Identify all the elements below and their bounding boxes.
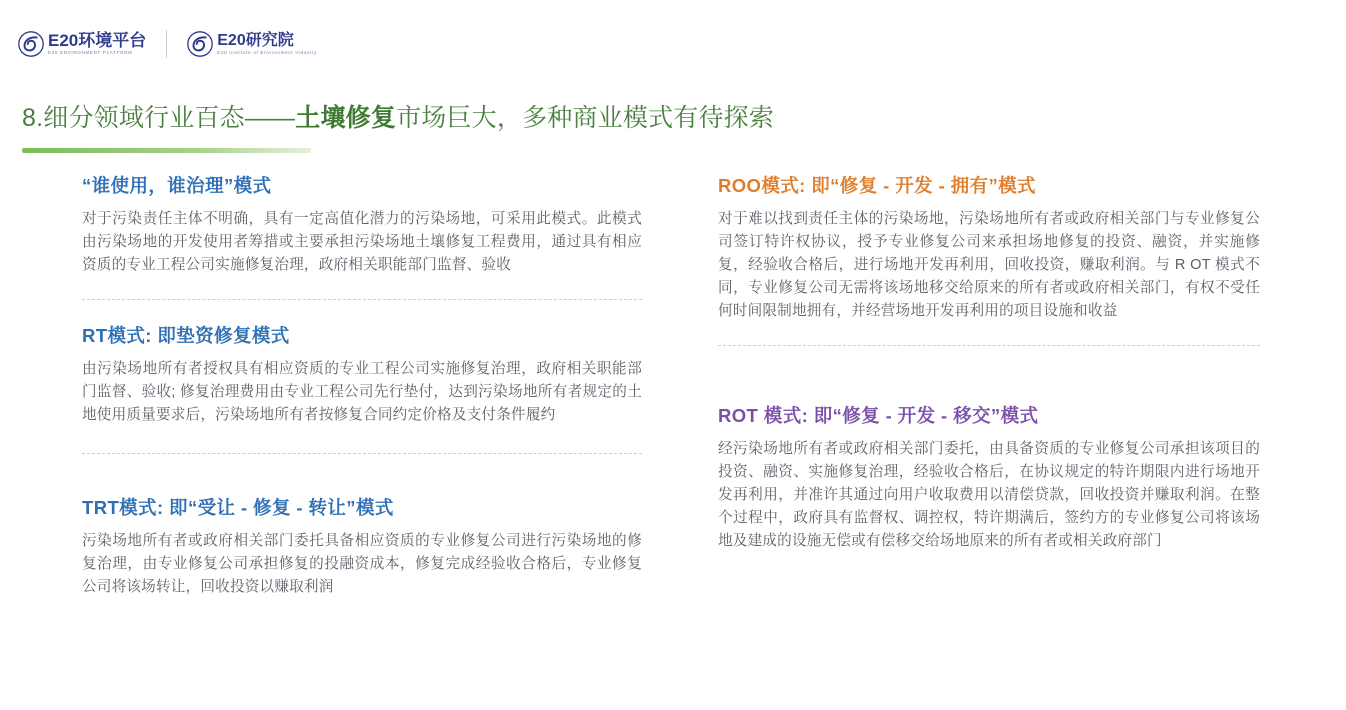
logo-e20-institute xyxy=(187,31,317,57)
logo-right-text: E20研究院 xyxy=(217,31,294,49)
logo-left-text: E20环境平台 xyxy=(48,31,147,51)
logo-e20-environment-platform xyxy=(18,31,146,57)
model-block-rot xyxy=(718,402,1260,553)
left-column xyxy=(0,172,680,692)
title-part-1: 细分领域行业百态—— xyxy=(43,104,296,132)
logo-divider xyxy=(166,30,167,58)
slide-title-block xyxy=(22,98,1322,153)
logo-right-subtext: E20 Institute of Environment Industry xyxy=(217,49,317,55)
block-heading: ROT 模式: 即“修复 - 开发 - 移交”模式 xyxy=(718,405,1039,427)
block-body: 经污染场地所有者或政府相关部门委托，由具备资质的专业修复公司承担该项目的投资、融资、实施修复治理，经验收合格后，在协议规定的特许期限内进行场地开发再利用，并准许其通过向用户收取费用以清偿贷款，回收投资并赚取利润。在整个过程中，政府具有监督权、调控权，特许期满后，签约方的专业修复公司将该场地及建成的设施无偿或有偿移交给场地原来的所有者或相关政府部门 xyxy=(718,441,1260,550)
title-highlight: 土壤修复 xyxy=(295,104,397,132)
spacer xyxy=(718,368,1260,402)
block-heading: ROO模式: 即“修复 - 开发 - 拥有”模式 xyxy=(718,175,1036,196)
right-column xyxy=(680,172,1346,692)
block-heading: “谁使用，谁治理”模式 xyxy=(82,175,272,196)
section-divider xyxy=(82,299,642,300)
model-block-rt xyxy=(82,322,642,427)
slide-number: 8. xyxy=(22,104,44,132)
page-title xyxy=(22,98,1322,134)
swirl-logo-icon xyxy=(187,31,213,57)
block-heading: TRT模式: 即“受让 - 修复 - 转让”模式 xyxy=(82,497,394,519)
model-block-trt xyxy=(82,494,642,599)
block-heading: RT模式: 即垫资修复模式 xyxy=(82,325,290,347)
block-body: 由污染场地所有者授权具有相应资质的专业工程公司实施修复治理，政府相关职能部门监督、验收; 修复治理费用由专业工程公司先行垫付，达到污染场地所有者规定的土地使用质量要求后，污染场地所有者按修复合同约定价格及支付条件履约 xyxy=(82,361,642,424)
title-underline-bar xyxy=(22,148,311,153)
block-body: 对于污染责任主体不明确，具有一定高值化潜力的污染场地，可采用此模式。此模式由污染场地的开发使用者筹措或主要承担污染场地土壤修复工程费用，通过具有相应资质的专业工程公司实施修复治理，政府相关职能部门监督、验收 xyxy=(82,211,642,274)
header-logo-bar xyxy=(18,26,317,62)
block-body: 污染场地所有者或政府相关部门委托具备相应资质的专业修复公司进行污染场地的修复治理，由专业修复公司承担修复的投融资成本，修复完成经验收合格后，专业修复公司将该场转让，回收投资以赚取利润 xyxy=(82,533,642,596)
logo-left-subtext: E20 ENVIRONMENT PLATFORM xyxy=(48,50,133,56)
content-columns xyxy=(0,172,1346,692)
model-block-roo xyxy=(718,172,1260,323)
title-part-2: 市场巨大，多种商业模式有待探索 xyxy=(396,104,775,132)
model-block-who-uses-who-treats xyxy=(82,172,642,277)
swirl-logo-icon xyxy=(18,31,44,57)
block-body: 对于难以找到责任主体的污染场地，污染场地所有者或政府相关部门与专业修复公司签订特许权协议，授予专业修复公司来承担场地修复的投资、融资，并实施修复，经验收合格后，进行场地开发再利用，回收投资，赚取利润。与 R OT 模式不同，专业修复公司无需将该场地移交给原来的所有者或政府相关部门，有权不受任何时间限制地拥有，并经营场地开发再利用的项目设施和收益 xyxy=(718,211,1260,320)
section-divider xyxy=(718,345,1260,346)
section-divider xyxy=(82,453,642,454)
